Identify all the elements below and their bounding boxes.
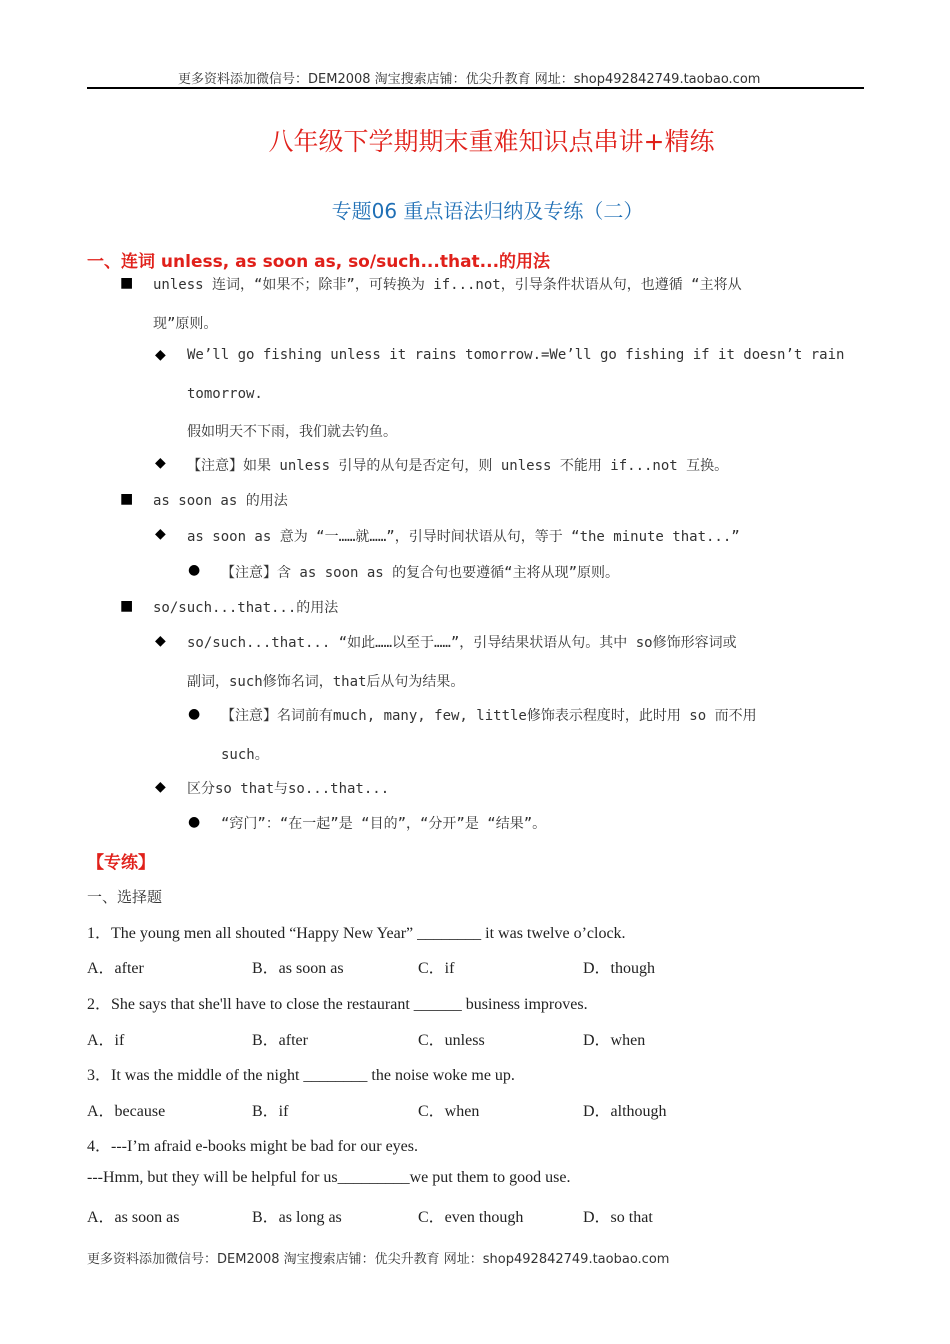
question-1: 1．The young men all shouted “Happy New Year” ________ it was twelve o’clock. bbox=[87, 925, 626, 942]
page-subtitle: 专题06 重点语法归纳及专练（二） bbox=[331, 199, 644, 223]
question-3: 3．It was the middle of the night ________ the noise woke me up. bbox=[87, 1067, 515, 1084]
unless-line-1: unless 连词，“如果不；除非”，可转换为 if...not，引导条件状语从句，也遵循 “主将从 bbox=[153, 277, 742, 293]
q3-option-d[interactable]: D．although bbox=[583, 1103, 667, 1120]
unless-line-2: 现”原则。 bbox=[153, 316, 218, 332]
question-4: 4．---I’m afraid e-books might be bad for our eyes. bbox=[87, 1138, 419, 1155]
example-translation: 假如明天不下雨，我们就去钓鱼。 bbox=[187, 424, 397, 440]
diamond-bullet-icon: ◆ bbox=[155, 455, 166, 471]
header-text: 更多资料添加微信号：DEM2008 淘宝搜索店铺：优尖升教育 网址：shop492842749.taobao.com bbox=[178, 72, 761, 87]
diamond-bullet-icon: ◆ bbox=[155, 347, 166, 363]
sosuch-title: so/such...that...的用法 bbox=[153, 600, 339, 616]
assoon-title: as soon as 的用法 bbox=[153, 493, 288, 509]
header-rule bbox=[87, 87, 864, 89]
q2-option-a[interactable]: A．if bbox=[87, 1032, 125, 1049]
example-line-1: We’ll go fishing unless it rains tomorrow.=We’ll go fishing if it doesn’t rain bbox=[187, 347, 845, 363]
section-title: 一、连词 unless, as soon as, so/such...that...的用法 bbox=[87, 252, 551, 272]
dot-bullet-icon: ● bbox=[188, 706, 201, 722]
example-line-2: tomorrow. bbox=[187, 386, 263, 402]
sosuch-note-2: such。 bbox=[221, 747, 269, 763]
assoon-note: 【注意】含 as soon as 的复合句也要遵循“主将从现”原则。 bbox=[221, 565, 620, 581]
q3-option-a[interactable]: A．because bbox=[87, 1103, 166, 1120]
square-bullet-icon: ■ bbox=[120, 275, 134, 291]
q1-option-c[interactable]: C．if bbox=[418, 960, 455, 977]
diamond-bullet-icon: ◆ bbox=[155, 633, 166, 649]
q4-option-b[interactable]: B．as long as bbox=[252, 1209, 342, 1226]
q3-option-c[interactable]: C．when bbox=[418, 1103, 480, 1120]
question-4-line-2: ---Hmm, but they will be helpful for us_________we put them to good use. bbox=[87, 1169, 571, 1186]
q1-option-a[interactable]: A．after bbox=[87, 960, 144, 977]
sosuch-note-1: 【注意】名词前有much, many, few, little修饰表示程度时，此时用 so 而不用 bbox=[221, 708, 757, 724]
question-2: 2．She says that she'll have to close the restaurant ______ business improves. bbox=[87, 996, 588, 1013]
practice-type: 一、选择题 bbox=[87, 888, 163, 906]
sosuch-definition-1: so/such...that... “如此……以至于……”，引导结果状语从句。其中 so修饰形容词或 bbox=[187, 635, 737, 651]
unless-note: 【注意】如果 unless 引导的从句是否定句，则 unless 不能用 if...not 互换。 bbox=[187, 458, 729, 474]
sosuch-definition-2: 副词，such修饰名词，that后从句为结果。 bbox=[187, 674, 465, 690]
q1-option-d[interactable]: D．though bbox=[583, 960, 656, 977]
sothat-title: 区分so that与so...that... bbox=[187, 781, 390, 797]
dot-bullet-icon: ● bbox=[188, 562, 201, 578]
practice-label: 【专练】 bbox=[87, 853, 155, 873]
diamond-bullet-icon: ◆ bbox=[155, 779, 166, 795]
q2-option-c[interactable]: C．unless bbox=[418, 1032, 485, 1049]
diamond-bullet-icon: ◆ bbox=[155, 526, 166, 542]
q4-option-a[interactable]: A．as soon as bbox=[87, 1209, 180, 1226]
q3-option-b[interactable]: B．if bbox=[252, 1103, 289, 1120]
q4-option-d[interactable]: D．so that bbox=[583, 1209, 653, 1226]
dot-bullet-icon: ● bbox=[188, 814, 201, 830]
square-bullet-icon: ■ bbox=[120, 598, 134, 614]
q2-option-b[interactable]: B．after bbox=[252, 1032, 308, 1049]
q4-option-c[interactable]: C．even though bbox=[418, 1209, 524, 1226]
sothat-tip: “窍门”：“在一起”是 “目的”，“分开”是 “结果”。 bbox=[221, 816, 547, 832]
page-title: 八年级下学期期末重难知识点串讲+精练 bbox=[268, 127, 715, 156]
q2-option-d[interactable]: D．when bbox=[583, 1032, 646, 1049]
footer-text: 更多资料添加微信号：DEM2008 淘宝搜索店铺：优尖升教育 网址：shop492842749.taobao.com bbox=[87, 1252, 670, 1267]
square-bullet-icon: ■ bbox=[120, 491, 134, 507]
q1-option-b[interactable]: B．as soon as bbox=[252, 960, 344, 977]
assoon-definition: as soon as 意为 “一……就……”，引导时间状语从句，等于 “the minute that...” bbox=[187, 529, 740, 545]
